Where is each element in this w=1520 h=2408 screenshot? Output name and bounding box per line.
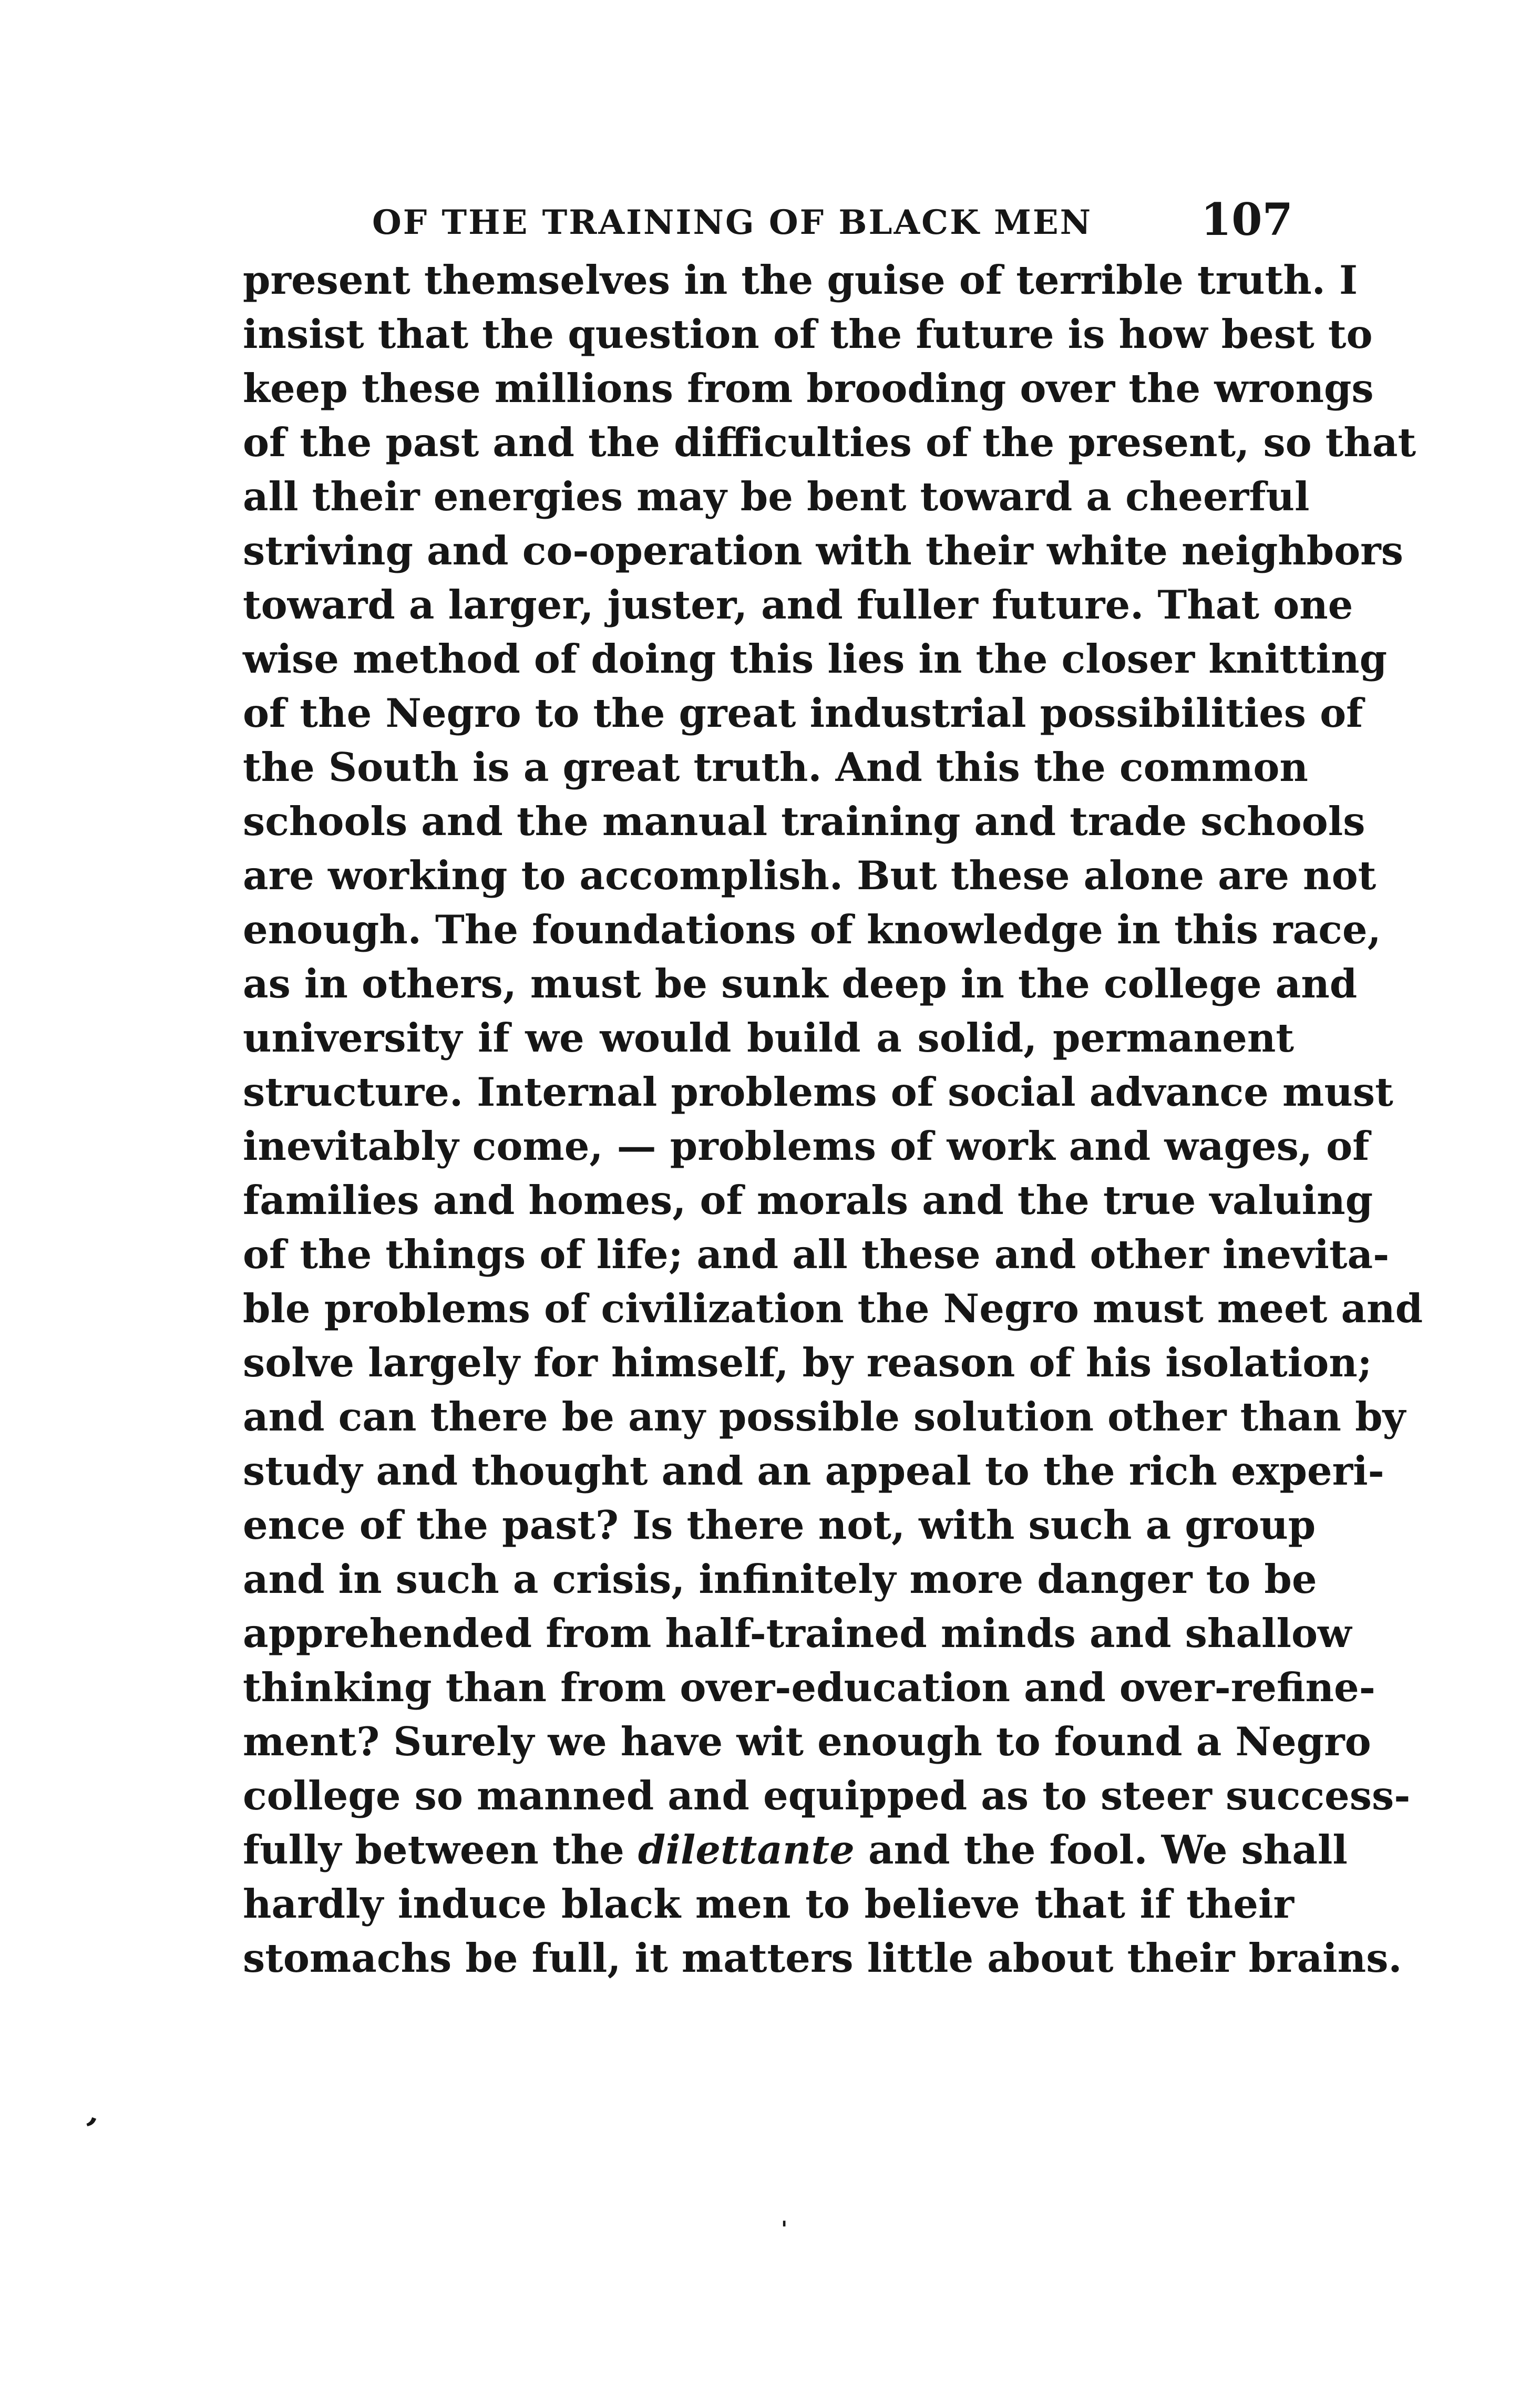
text-line: stomachs be full, it matters little about their brains. [243,1935,1402,1981]
text-line: ence of the past? Is there not, with such a group [243,1502,1316,1548]
text-line: inevitably come, — problems of work and wages, of [243,1123,1370,1169]
scan-mark: , [84,2093,108,2132]
text-line: apprehended from half-trained minds and shallow [243,1610,1352,1656]
text-line: and can there be any possible solution other than by [243,1394,1406,1440]
scan-mark: ' [781,2217,788,2241]
text-line: of the Negro to the great industrial possibilities of [243,690,1363,736]
text-segment: fully between the [243,1827,638,1873]
text-line: solve largely for himself, by reason of his isolation; [243,1340,1372,1386]
text-line: keep these millions from brooding over the wrongs [243,365,1374,411]
text-line: schools and the manual training and trade schools [243,798,1365,845]
text-line: ment? Surely we have wit enough to found a Negro [243,1718,1371,1765]
text-line: structure. Internal problems of social advance must [243,1069,1393,1115]
text-segment: and the fool. We shall [854,1827,1348,1873]
text-line: striving and co-operation with their white neighbors [243,528,1403,574]
text-line: the South is a great truth. And this the common [243,744,1308,790]
text-line: insist that the question of the future is how best to [243,311,1373,357]
running-title: OF THE TRAINING OF BLACK MEN [372,203,1093,242]
text-line: hardly induce black men to believe that if their [243,1881,1294,1927]
text-line: of the things of life; and all these and other inevita- [243,1231,1390,1278]
text-line: study and thought and an appeal to the rich experi- [243,1448,1384,1494]
text-line: as in others, must be sunk deep in the college and [243,961,1358,1007]
text-line: families and homes, of morals and the true valuing [243,1177,1373,1223]
body-text [243,253,1423,1985]
text-line: university if we would build a solid, permanent [243,1015,1294,1061]
text-line: of the past and the difficulties of the present, so that [243,419,1416,466]
running-head [372,193,1293,256]
text-line: wise method of doing this lies in the closer knitting [243,636,1388,682]
text-line: thinking than from over-education and over-refine- [243,1664,1375,1711]
text-line: all their energies may be bent toward a cheerful [243,474,1310,520]
text-line: enough. The foundations of knowledge in this race, [243,907,1381,953]
text-line: ble problems of civilization the Negro must meet and [243,1285,1423,1332]
text-line: toward a larger, juster, and fuller future. That one [243,582,1353,628]
text-line-with-italic [243,1823,1348,1877]
text-line: present themselves in the guise of terrible truth. I [243,257,1358,303]
text-line: and in such a crisis, infinitely more danger to be [243,1556,1317,1602]
text-line: college so manned and equipped as to steer success- [243,1773,1411,1819]
italic-term: dilettante [638,1827,855,1873]
page-number: 107 [1200,193,1293,245]
text-line: are working to accomplish. But these alone are not [243,852,1377,899]
